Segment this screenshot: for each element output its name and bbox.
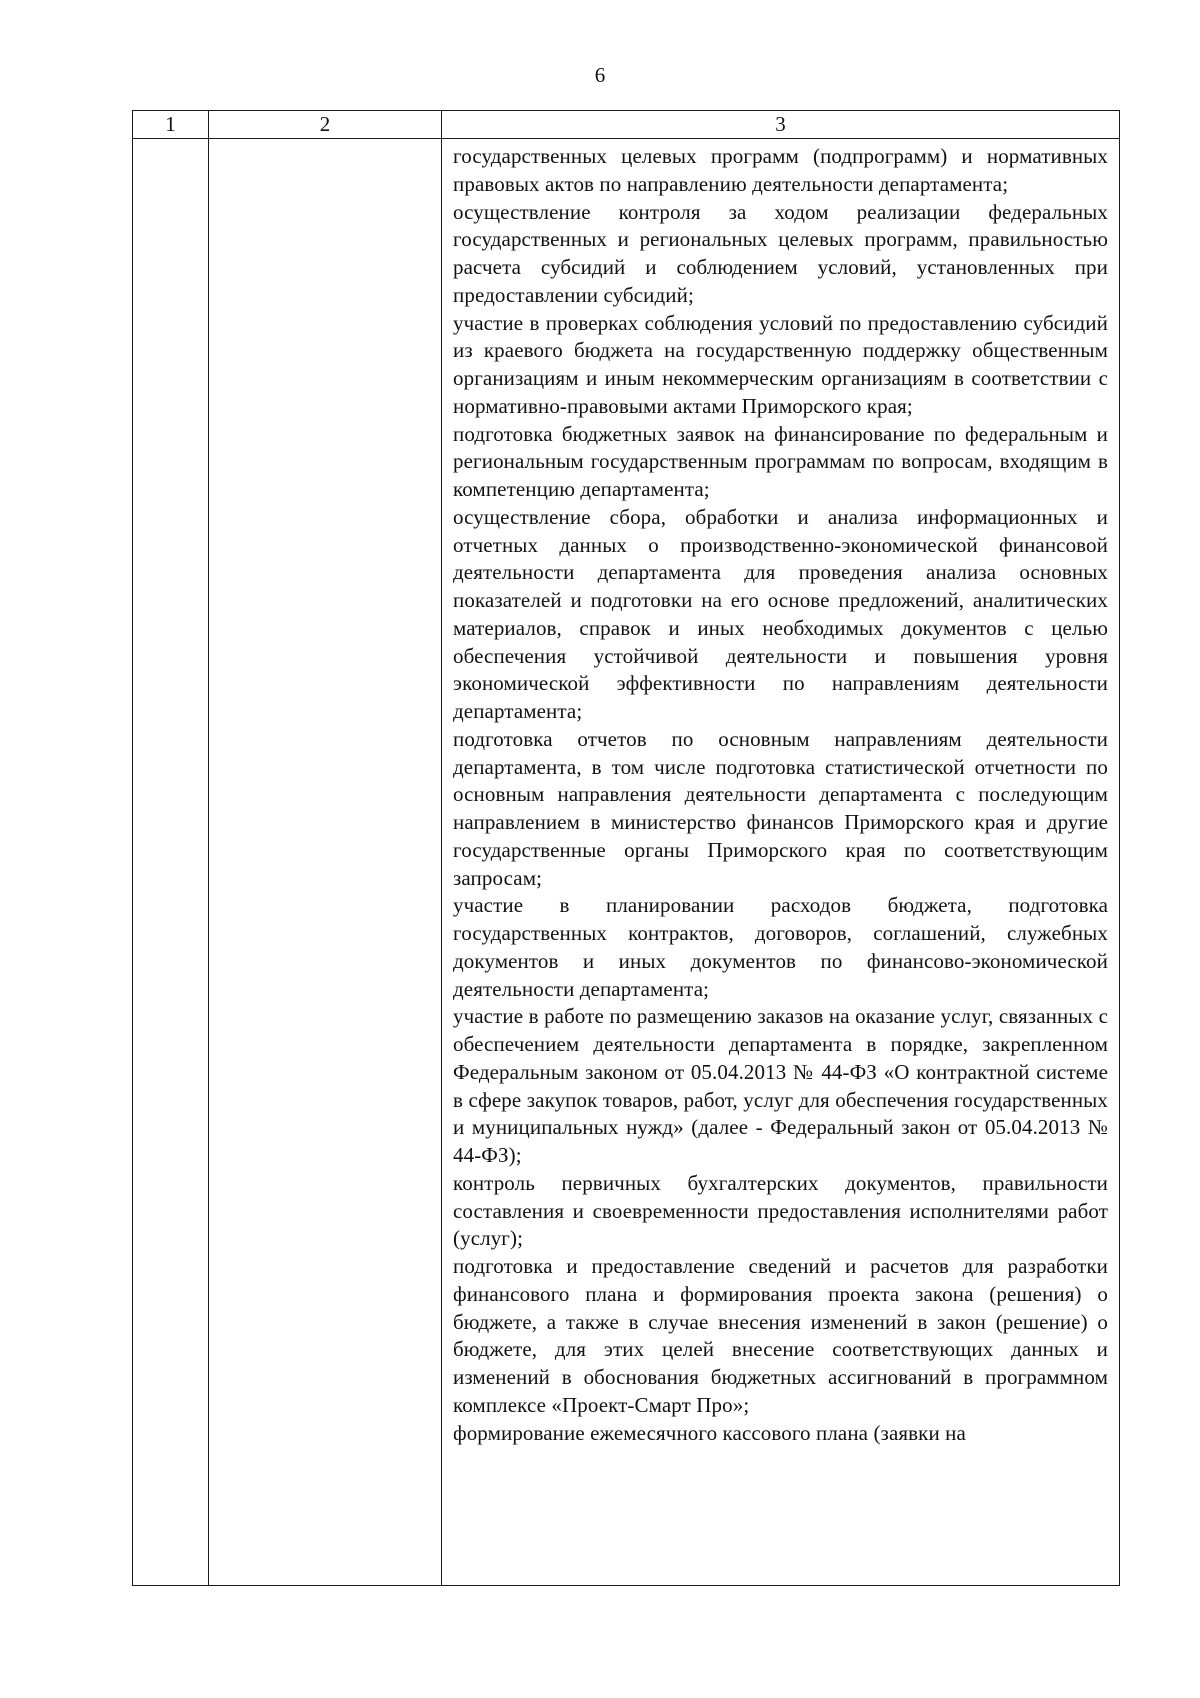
table-body-row <box>133 139 1120 1586</box>
duty-paragraph: участие в проверках соблюдения условий по предоставлению субсидий из краевого бюджета на государственную поддержку общественным организациям и иным некоммерческим организациям в соответствии с нормативно-правовыми актами Приморского края; <box>453 310 1108 418</box>
column-1-header: 1 <box>133 111 209 139</box>
duty-paragraph: государственных целевых программ (подпрограмм) и нормативных правовых актов по направлению деятельности департамента; <box>453 144 1108 196</box>
duty-paragraph: подготовка бюджетных заявок на финансирование по федеральным и региональным государственным программам по вопросам, входящим в компетенцию департамента; <box>453 421 1108 501</box>
duties-cell <box>442 139 1120 1586</box>
column-2-cell <box>209 139 442 1586</box>
duty-paragraph: осуществление сбора, обработки и анализа информационных и отчетных данных о производственно-экономической финансовой деятельности департамента для проведения анализа основных показателей и подготовки на его основе предложений, аналитических материалов, справок и иных необходимых документов с целью обеспечения устойчивой деятельности и повышения уровня экономической эффективности по направлениям деятельности департамента; <box>453 504 1108 723</box>
page-number: 6 <box>594 63 606 87</box>
column-2-header: 2 <box>209 111 442 139</box>
column-1-cell <box>133 139 209 1586</box>
duties-table <box>132 110 1120 1586</box>
column-3-header: 3 <box>442 111 1120 139</box>
duty-paragraph: участие в планировании расходов бюджета, подготовка государственных контрактов, договоров, соглашений, служебных документов и иных документов по финансово-экономической деятельности департамента; <box>453 893 1108 1001</box>
duty-paragraph: контроль первичных бухгалтерских документов, правильности составления и своевременности предоставления исполнителями работ (услуг); <box>453 1170 1108 1251</box>
duty-paragraph: осуществление контроля за ходом реализации федеральных государственных и региональных целевых программ, правильностью расчета субсидий и соблюдением условий, установленных при предоставлении субсидий; <box>453 199 1108 307</box>
duty-paragraph: участие в работе по размещению заказов на оказание услуг, связанных с обеспечением деятельности департамента в порядке, закрепленном Федеральным законом от 05.04.2013 № 44-ФЗ «О контрактной системе в сфере закупок товаров, работ, услуг для обеспечения государственных и муниципальных нужд» (далее - Федеральный закон от 05.04.2013 № 44-ФЗ); <box>453 1004 1108 1167</box>
duty-paragraph: подготовка отчетов по основным направлениям деятельности департамента, в том числе подготовка статистической отчетности по основным направления деятельности департамента с последующим направлением в министерство финансов Приморского края и другие государственные органы Приморского края по соответствующим запросам; <box>453 726 1108 890</box>
duty-paragraph: формирование ежемесячного кассового плана (заявки на <box>453 1420 966 1445</box>
table-header-row <box>133 111 1120 139</box>
duty-paragraph: подготовка и предоставление сведений и расчетов для разработки финансового плана и формирования проекта закона (решения) о бюджете, а также в случае внесения изменений в закон (решение) о бюджете, для этих целей внесение соответствующих данных и изменений в обоснования бюджетных ассигнований в программном комплексе «Проект-Смарт Про»; <box>453 1254 1108 1417</box>
